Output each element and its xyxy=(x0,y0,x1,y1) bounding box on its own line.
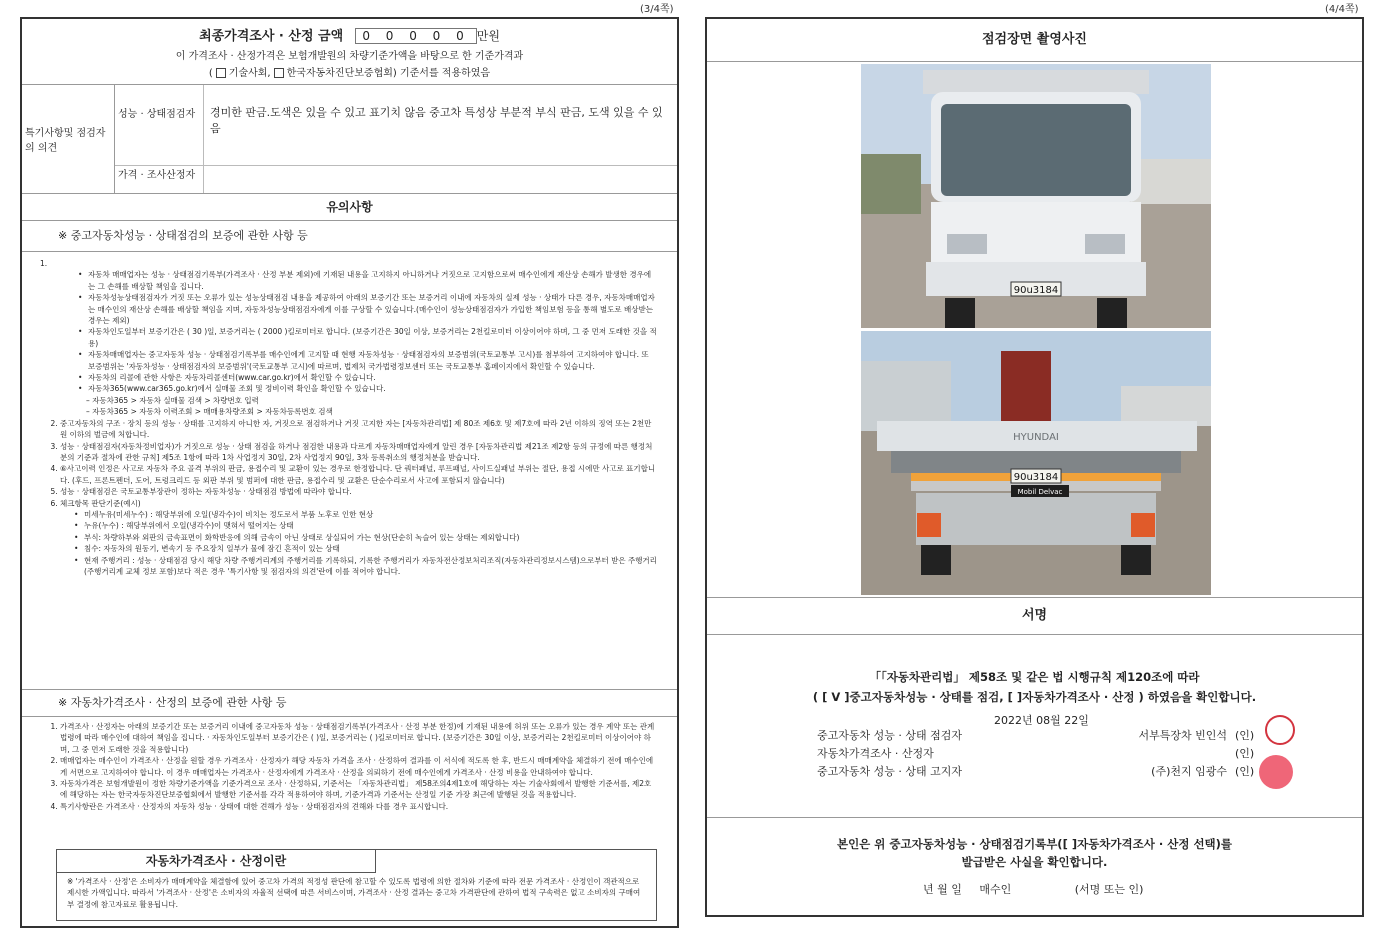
list-item: – 자동차365 > 자동차 실매물 검색 > 차량번호 입력 xyxy=(86,395,259,405)
signer-name xyxy=(1047,745,1227,763)
option-2: 한국자동차진단보증협회) 기준서를 적용하였음 xyxy=(286,68,491,79)
rear-photo xyxy=(861,331,1211,595)
buyer-label: 매수인 xyxy=(979,883,1012,896)
list-item: 5. 성능 · 상태점검은 국토교통부장관이 정하는 자동차성능 · 상태점검 방법에 따라야 합니다. xyxy=(60,486,657,497)
list-item: • 침수: 자동차의 원동기, 변속기 등 주요장치 일부가 물에 잠긴 흔적이 있는 상태 xyxy=(84,543,657,554)
list-item: 3. 자동차가격은 보험개발원이 정한 차량기준가액을 기준가격으로 조사 · 산정하되, 기준서는 「자동차관리법」 제58조의4제1호에 해당하는 자는 기술사회에서 발행한 기준서를, 제2호에 해당하는 자는 한국자동차진단보증협회에서 발행한 기준서를 각각 적용하여야 하며, 기준가격과 기준서는 산정일 기준 가장 최근에 발행된 것을 적용합니다. xyxy=(60,778,657,801)
final-price-title: 최종가격조사 · 산정 금액 xyxy=(199,29,344,44)
front-photo xyxy=(861,64,1211,328)
signer-name: (주)천지 임광수 xyxy=(1151,765,1227,778)
list-item: • 자동차인도일부터 보증기간은 ( 30 )일, 보증거리는 ( 2000 )킬로미터로 합니다. (보증기간은 30일 이상, 보증거리는 2천킬로미터 이상이어야 하며, 그 중 먼저 도래한 것을 적용) xyxy=(88,326,657,349)
option-1: 기술사회, xyxy=(228,68,271,79)
numbered-items-2 xyxy=(40,721,657,812)
left-page xyxy=(20,17,679,928)
list-item: • 미세누유(미세누수) : 해당부위에 오일(냉각수)이 비치는 정도로서 부품 노후로 인한 현상 xyxy=(84,509,657,520)
signer-row xyxy=(817,763,1267,781)
perf-inspector-opinion: 경미한 판금.도색은 있을 수 있고 표기치 않음 중고차 특성상 부분적 부식 판금, 도색 있을 수 있음 xyxy=(210,106,663,135)
sign-date: 2022년 08월 22일 xyxy=(994,714,1089,727)
seal-mark: (인) xyxy=(1235,729,1255,742)
list-item: • 자동차의 리콜에 관한 사항은 자동차리콜센터(www.car.go.kr)에서 확인할 수 있습니다. xyxy=(88,372,657,383)
numbered-items xyxy=(40,418,657,498)
page-number-left: (3/4쪽) xyxy=(640,4,674,15)
law-line-2: ( [ V ]중고자동차성능 · 상태를 점검, [ ]자동차가격조사 · 산정 ) 하였음을 확인합니다. xyxy=(812,690,1257,704)
buyer-line-2: 발급받은 사실을 확인합니다. xyxy=(961,855,1108,869)
buyer-statement xyxy=(707,835,1362,871)
checkbox-icon xyxy=(216,68,226,78)
opinion-section xyxy=(22,85,677,194)
rear-truck-image xyxy=(861,331,1211,595)
list-item: • 자동차365(www.car365.go.kr)에서 실매물 조회 및 정비이력 확인을 확인할 수 있습니다. xyxy=(88,383,657,394)
list-item: – 자동차365 > 자동차 이력조회 > 매매용차량조회 > 자동차등록번호 검색 xyxy=(86,407,333,417)
sub-lines xyxy=(86,395,657,418)
seal-stamp-icon xyxy=(1259,755,1293,789)
list-item: 2. 매매업자는 매수인이 가격조사 · 산정을 원할 경우 가격조사 · 산정자가 해당 자동차 가격을 조사 · 산정하여 결과를 이 서식에 적도록 한 후, 반드시 매매계약을 체결하기 전에 매수인에게 서면으로 고지하여야 합니다. 이 경우 매매업자는 가격조사 · 산정자에게 가격조사 · 산정을 의뢰하기 전에 매수인에게 가격조사 · 산정 비용을 안내하여야 합니다. xyxy=(60,755,657,778)
buyer-line-1: 본인은 위 중고자동차성능 · 상태점검기록부([ ]자동차가격조사 · 산정 선택)를 xyxy=(836,837,1233,851)
law-statement xyxy=(707,667,1362,707)
list-item: • 현재 주행거리 : 성능 · 상태점검 당시 해당 차량 주행거리계의 주행거리를 기록하되, 기록한 주행거리가 자동차전산정보처리조직(자동차관리정보시스템)으로부터 받은 주행거리(주행거리계 교체 정보 포함)보다 적은 경우 '특기사항 및 점검자의 의견'란에 이를 적어야 합니다. xyxy=(84,555,657,578)
seal-stamp-icon xyxy=(1265,715,1295,745)
final-price-section xyxy=(22,19,677,85)
list-item: 3. 성능 · 상태점검자(자동차정비업자)가 거짓으로 성능 · 상태 점검을 하거나 점검한 내용과 다르게 자동차매매업자에게 알린 경우 [자동차관리법 제21조 제2항 등의 규정에 따른 행정처분의 기준과 절차에 관한 규칙] 제5조 1항에 따라 1차 사업정지 30일, 2차 사업정지 90일, 3차 등록취소의 행정처분을 받습니다. xyxy=(60,441,657,464)
bullet-list-6 xyxy=(70,509,657,577)
price-inspector-label: 가격 · 조사산정자 xyxy=(115,166,204,193)
notice-header: 유의사항 xyxy=(22,194,677,221)
list-item: • 부식: 차량하부와 외판의 금속표면이 화학반응에 의해 금속이 아닌 상태로 상실되어 가는 현상(단순히 녹슬어 있는 상태는 제외합니다) xyxy=(84,532,657,543)
brand-text: HYUNDAI xyxy=(1013,432,1059,443)
right-page xyxy=(705,17,1364,917)
definition-text: ※ '가격조사 · 산정'은 소비자가 매매계약을 체결함에 있어 중고차 가격의 적정성 판단에 참고할 수 있도록 법령에 의한 절차와 기준에 따라 전문 가격조사 · 산정인이 객관적으로 제시한 가액입니다. 따라서 '가격조사 · 산정'은 소비자의 자율적 선택에 따른 서비스이며, 가격조사 · 산정 결과는 중고차 가격판단에 관하여 법적 구속력은 없고 소비자의 구매여부 결정에 참고자료로 활용됩니다. xyxy=(67,877,641,909)
basis-options xyxy=(22,64,677,79)
section-1-title: ※ 중고자동차성능 · 상태점검의 보증에 관한 사항 등 xyxy=(22,221,677,252)
signer-row xyxy=(817,727,1267,745)
paren: ( xyxy=(208,68,213,79)
perf-inspector-label: 성능 · 상태점검자 xyxy=(115,85,204,165)
item-1-number: 1. xyxy=(40,259,48,268)
list-item: • 누유(누수) : 해당부위에서 오일(냉각수)이 맺혀서 떨어지는 상태 xyxy=(84,520,657,531)
buyer-sign-hint: (서명 또는 인) xyxy=(1074,883,1144,896)
list-item: • 자동차성능상태점검자가 거짓 또는 오류가 있는 성능상태점검 내용을 제공하여 아래의 보증기간 또는 보증거리 이내에 자동차의 실제 성능 · 상태가 다른 경우, 자동차매매업자는 매수인의 재산상 손해를 배상할 책임을 지며, 자동차성능상태점검자에게 이를 구상할 수 있습니다.(매수인이 성능상태점검자가 가입한 책임보험 등을 통해 별도로 배상받는 경우는 제외) xyxy=(88,292,657,326)
list-item: • 자동차매매업자는 중고자동차 성능 · 상태점검기록부를 매수인에게 고지할 때 현행 자동차성능 · 상태점검자의 보증범위(국토교통부 고시)를 첨부하여 고지하여야 합니다. 또 보증범위는 '자동차성능 · 상태점검자의 보증범위'(국토교통부 고시)에 따르며, 법제처 국가법령정보센터 또는 국토교통부 홈페이지에서 확인할 수 있습니다. xyxy=(88,349,657,372)
section-2-title: ※ 자동차가격조사 · 산정의 보증에 관한 사항 등 xyxy=(22,690,677,717)
mudflap-text: Mobil Delvac xyxy=(1017,488,1063,496)
definition-title: 자동차가격조사 · 산정이란 xyxy=(57,850,376,873)
amount-box: 0 0 0 0 0 xyxy=(355,28,476,44)
signer-name: 서부특장차 빈인석 xyxy=(1138,729,1227,742)
list-item: • 자동차 매매업자는 성능 · 상태점검기록부(가격조사 · 산정 부분 제외)에 기재된 내용을 고지하지 아니하거나 거짓으로 고지함으로써 매수인에게 재산상 손해가 발생한 경우에는 그 손해를 배상할 책임을 집니다. xyxy=(88,269,657,292)
photo-section-title: 점검장면 촬영사진 xyxy=(707,19,1362,62)
price-inspector-opinion xyxy=(204,166,677,193)
section-1-body xyxy=(22,252,677,690)
law-line-1: 「「자동차관리법」 제58조 및 같은 법 시행규칙 제120조에 따라 xyxy=(869,670,1200,684)
signer-role: 자동차가격조사 · 산정자 xyxy=(817,747,934,760)
page-number-right: (4/4쪽) xyxy=(1325,4,1359,15)
opinion-label: 특기사항및 점검자의 의견 xyxy=(22,85,115,193)
bullet-list-1 xyxy=(74,269,657,394)
section-2-body xyxy=(22,717,677,843)
basis-line: 이 가격조사 · 산정가격은 보험개발원의 차량기준가액을 바탕으로 한 기준가격과 xyxy=(175,51,524,62)
checkbox-icon xyxy=(274,68,284,78)
signer-role: 중고자동차 성능 · 상태 고지자 xyxy=(817,765,962,778)
buyer-sign-row xyxy=(923,881,1143,897)
list-item: 2. 중고자동차의 구조 · 장치 등의 성능 · 상태를 고지하지 아니한 자, 거짓으로 점검하거나 거짓 고지한 자는 [자동차관리법] 제 80조 제6호 및 제7호에 따라 2년 이하의 징역 또는 2천만원 이하의 벌금에 처합니다. xyxy=(60,418,657,441)
amount-unit: 만원 xyxy=(476,29,500,43)
list-item: 1. 가격조사 · 산정자는 아래의 보증기간 또는 보증거리 이내에 중고자동차 성능 · 상태점검기록부(가격조사 · 산정 부분 한정)에 기재된 내용에 허위 또는 오류가 있는 경우 계약 또는 관계법령에 따라 매수인에 대하여 책임을 집니다. · 자동차인도일부터 보증기간은 ( )일, 보증거리는 ( )킬로미터로 합니다. (보증기간은 30일 이상, 보증거리는 2천킬로미터 이상이어야 하며, 그 중 먼저 도래한 것을 적용합니다) xyxy=(60,721,657,755)
rear-plate-text: 90u3184 xyxy=(1013,472,1059,483)
seal-mark: (인) xyxy=(1235,747,1255,760)
front-truck-image xyxy=(861,64,1211,328)
item-6-title: 체크항목 판단기준(예시) xyxy=(60,498,141,508)
item-6 xyxy=(40,498,657,578)
front-plate-text: 90u3184 xyxy=(1013,285,1059,296)
seal-mark: (인) xyxy=(1235,765,1255,778)
signer-rows xyxy=(817,727,1267,781)
list-item: 4. 특기사항란은 가격조사 · 산정자의 자동차 성능 · 상태에 대한 견해가 성능 · 상태점검자의 견해와 다를 경우 표시합니다. xyxy=(60,801,657,812)
list-item: 4. ⑥사고이력 인정은 사고로 자동차 주요 골격 부위의 판금, 용접수리 및 교환이 있는 경우로 한정합니다. 단 쿼터패널, 루프패널, 사이드실패널 부위는 절단, 용접 시에만 사고로 표기합니다. (후드, 프론트펜더, 도어, 트렁크리드 등 외판 부위 및 범퍼에 대한 판금, 용접수리 및 교환은 단순수리로서 사고에 포함되지 않습니다) xyxy=(60,463,657,486)
signer-role: 중고자동차 성능 · 상태 점검자 xyxy=(817,729,962,742)
buyer-date: 년 월 일 xyxy=(923,883,962,896)
signature-title: 서명 xyxy=(707,597,1362,635)
divider xyxy=(707,817,1362,818)
price-definition-box xyxy=(56,849,657,921)
signer-row xyxy=(817,745,1267,763)
